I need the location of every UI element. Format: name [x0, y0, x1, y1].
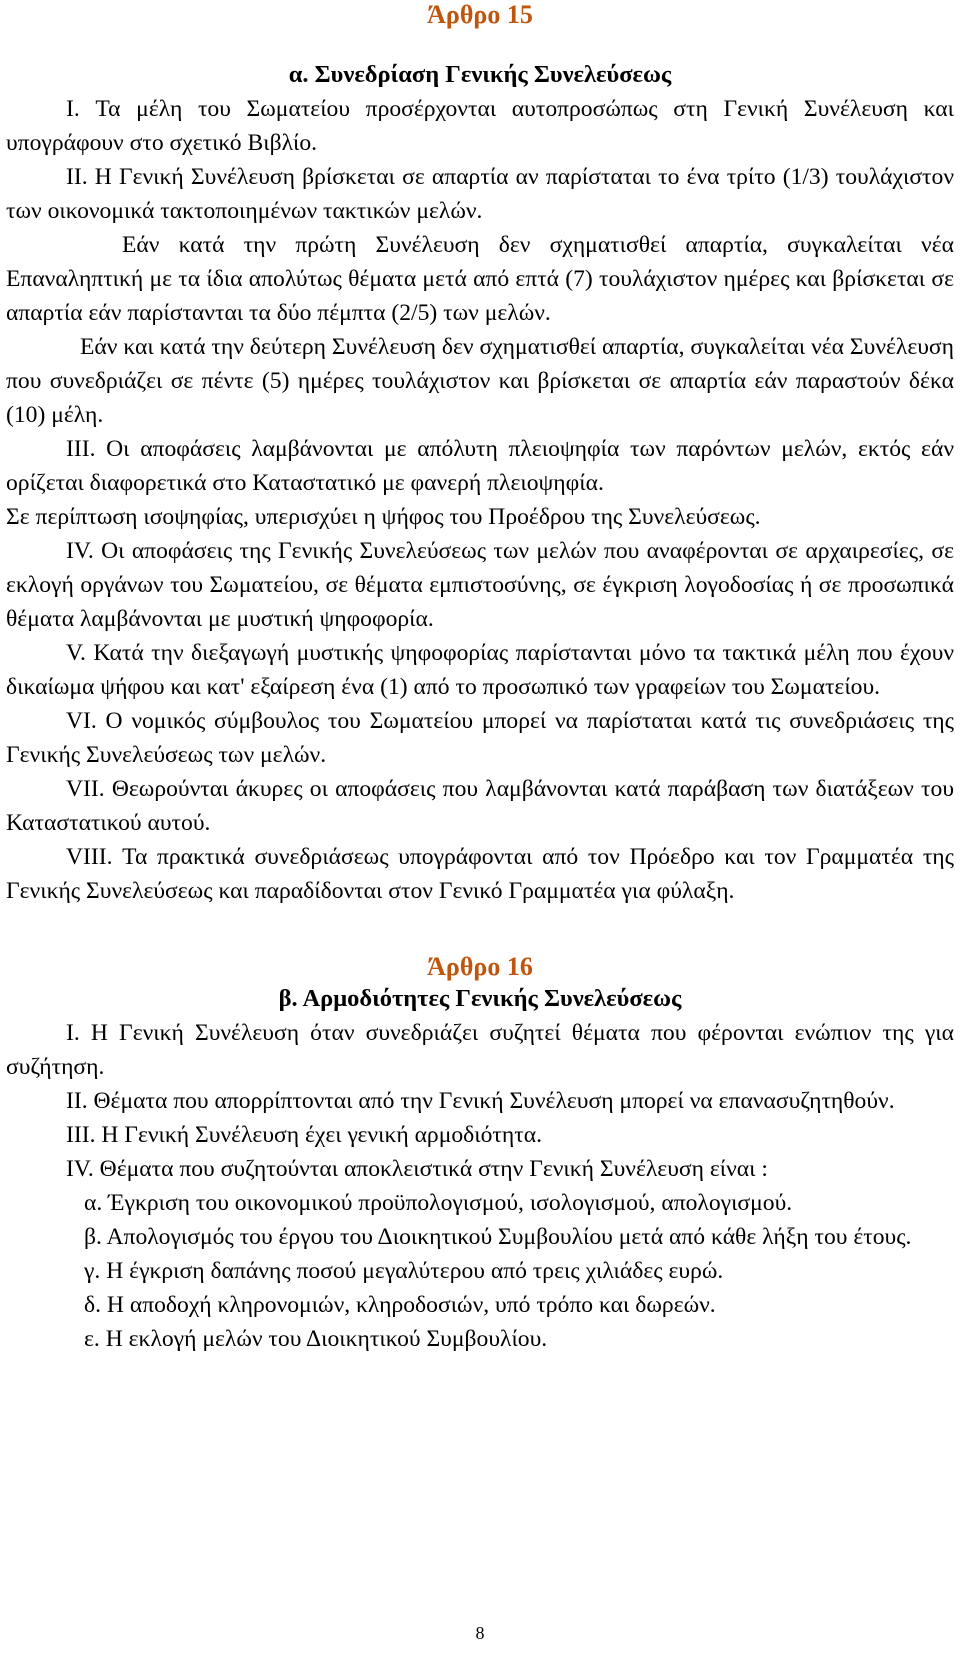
article-15-heading: Άρθρο 15: [427, 0, 533, 29]
article-16-paragraph-1: I. Η Γενική Συνέλευση όταν συνεδριάζει συζητεί θέματα που φέρονται ενώπιον της για συζήτηση.: [6, 1020, 954, 1080]
article-16-title: β. Αρμοδιότητες Γενικής Συνελεύσεως: [278, 985, 682, 1012]
article-15-paragraph-8: V. Κατά την διεξαγωγή μυστικής ψηφοφορίας παρίστανται μόνο τα τακτικά μέλη που έχουν δικαίωμα ψήφου και κατ' εξαίρεση ένα (1) από το προσωπικό των γραφείων του Σωματείου.: [6, 640, 954, 700]
article-16-item-b: β. Απολογισμός του έργου του Διοικητικού Συμβουλίου μετά από κάθε λήξη του έτους.: [84, 1224, 912, 1250]
article-15-paragraph-7: IV. Οι αποφάσεις της Γενικής Συνελεύσεως των μελών που αναφέρονται σε αρχαιρεσίες, σε εκλογή οργάνων του Σωματείου, σε θέματα εμπιστοσύνης, σε έγκριση λογοδοσίας ή σε προσωπικά θέματα λαμβάνονται με μυστική ψηφοφορία.: [6, 538, 954, 632]
document-body: [6, 0, 954, 1356]
article-15-paragraph-5: III. Οι αποφάσεις λαμβάνονται με απόλυτη πλειοψηφία των παρόντων μελών, εκτός εάν ορίζεται διαφορετικά στο Καταστατικό με φανερή πλειοψηφία.: [6, 436, 954, 496]
article-15-paragraph-3: Εάν κατά την πρώτη Συνέλευση δεν σχηματισθεί απαρτία, συγκαλείται νέα Επαναληπτική με τα ίδια απολύτως θέματα μετά από επτά (7) τουλάχιστον ημέρες και βρίσκεται σε απαρτία εάν παρίστανται τα δύο πέμπτα (2/5) των μελών.: [6, 232, 954, 326]
article-15-paragraph-4: Εάν και κατά την δεύτερη Συνέλευση δεν σχηματισθεί απαρτία, συγκαλείται νέα Συνέλευση που συνεδριάζει σε πέντε (5) ημέρες τουλάχιστον και βρίσκεται σε απαρτία εάν παραστούν δέκα (10) μέλη.: [6, 334, 954, 428]
article-15-paragraph-2: II. Η Γενική Συνέλευση βρίσκεται σε απαρτία αν παρίσταται το ένα τρίτο (1/3) τουλάχιστον των οικονομικά τακτοποιημένων τακτικών μελών.: [6, 164, 954, 224]
page-number: 8: [475, 1623, 485, 1643]
article-15-paragraph-6: Σε περίπτωση ισοψηφίας, υπερισχύει η ψήφος του Προέδρου της Συνελεύσεως.: [6, 504, 761, 530]
article-16-item-d: δ. Η αποδοχή κληρονομιών, κληροδοσιών, υπό τρόπο και δωρεών.: [84, 1292, 716, 1318]
article-16-item-e: ε. Η εκλογή μελών του Διοικητικού Συμβουλίου.: [84, 1326, 548, 1352]
section-spacer: [6, 908, 954, 952]
article-16-heading: Άρθρο 16: [427, 952, 533, 981]
article-16-paragraph-3: III. Η Γενική Συνέλευση έχει γενική αρμοδιότητα.: [66, 1122, 542, 1148]
article-16-item-c: γ. Η έγκριση δαπάνης ποσού μεγαλύτερου από τρεις χιλιάδες ευρώ.: [84, 1258, 724, 1284]
article-15-title: α. Συνεδρίαση Γενικής Συνελεύσεως: [288, 61, 672, 88]
article-16-item-a: α. Έγκριση του οικονομικού προϋπολογισμού, ισολογισμού, απολογισμού.: [84, 1190, 793, 1216]
article-15-paragraph-10: VII. Θεωρούνται άκυρες οι αποφάσεις που λαμβάνονται κατά παράβαση των διατάξεων του Καταστατικού αυτού.: [6, 776, 954, 836]
article-16-paragraph-2: II. Θέματα που απορρίπτονται από την Γενική Συνέλευση μπορεί να επανασυζητηθούν.: [66, 1088, 895, 1114]
article-15-paragraph-9: VI. Ο νομικός σύμβουλος του Σωματείου μπορεί να παρίσταται κατά τις συνεδριάσεις της Γενικής Συνελεύσεως των μελών.: [6, 708, 954, 768]
article-16-paragraph-4: IV. Θέματα που συζητούνται αποκλειστικά στην Γενική Συνέλευση είναι :: [66, 1156, 768, 1182]
article-15-paragraph-1: I. Τα μέλη του Σωματείου προσέρχονται αυτοπροσώπως στη Γενική Συνέλευση και υπογράφουν στο σχετικό Βιβλίο.: [6, 96, 954, 156]
article-15-paragraph-11: VIII. Τα πρακτικά συνεδριάσεως υπογράφονται από τον Πρόεδρο και τον Γραμματέα της Γενικής Συνελεύσεως και παραδίδονται στον Γενικό Γραμματέα για φύλαξη.: [6, 844, 954, 904]
